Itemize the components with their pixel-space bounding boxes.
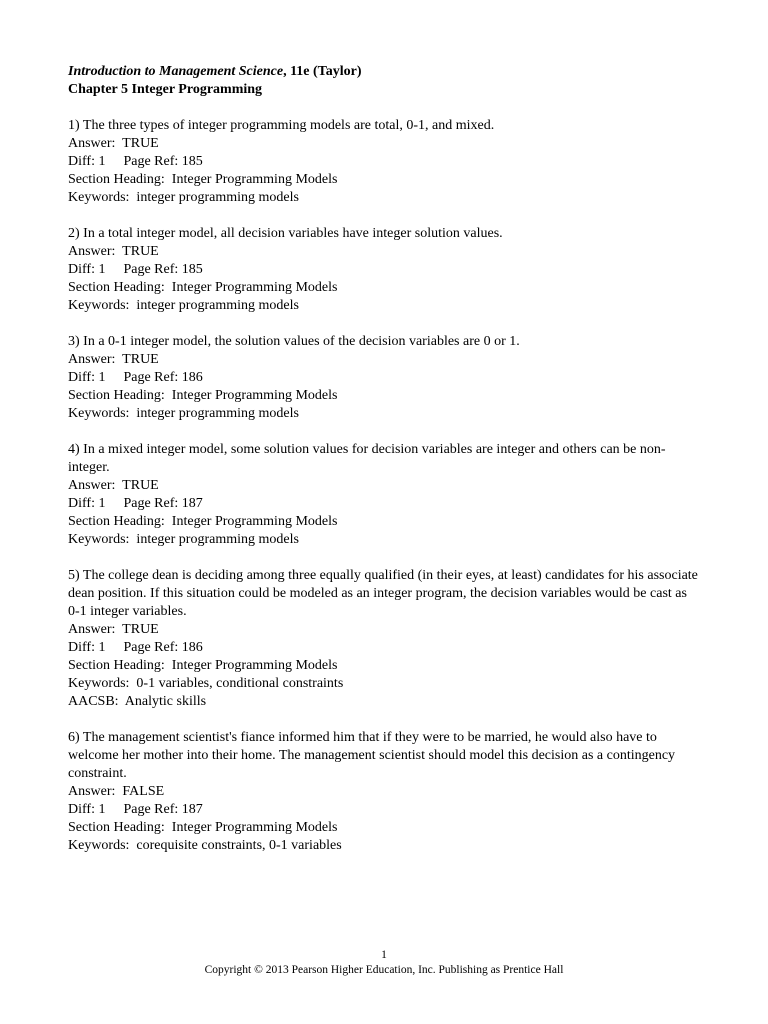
question-section: Section Heading: Integer Programming Models: [68, 172, 338, 187]
question-section: Section Heading: Integer Programming Models: [68, 388, 338, 403]
question-diff: Diff: 1: [68, 370, 106, 385]
question-meta: [68, 495, 708, 513]
question-section: Section Heading: Integer Programming Models: [68, 280, 338, 295]
book-title: Introduction to Management Science: [68, 64, 284, 79]
question-answer: Answer: TRUE: [68, 244, 159, 259]
question-stem: 6) The management scientist's fiance informed him that if they were to be married, he would also have to welcome her mother into their home. The management scientist should model this decision as a contingency constraint.: [68, 730, 679, 781]
question-diff: Diff: 1: [68, 802, 106, 817]
question-keywords: Keywords: integer programming models: [68, 190, 299, 205]
question-page-ref: Page Ref: 185: [123, 262, 203, 277]
chapter-title: Chapter 5 Integer Programming: [68, 82, 263, 97]
question-answer: Answer: TRUE: [68, 622, 159, 637]
question-page-ref: Page Ref: 187: [123, 496, 203, 511]
book-title-line: [68, 63, 708, 81]
question-item: [68, 333, 708, 423]
document-page: [68, 63, 708, 873]
question-item: [68, 567, 708, 711]
question-keywords: Keywords: integer programming models: [68, 406, 299, 421]
question-meta: [68, 801, 708, 819]
question-item: [68, 441, 708, 549]
page-number: 1: [381, 949, 387, 961]
question-meta: [68, 369, 708, 387]
question-stem: 5) The college dean is deciding among three equally qualified (in their eyes, at least) candidates for his associate dean position. If this situation could be modeled as an integer program, the decision variables would be cast as 0-1 integer variables.: [68, 568, 702, 619]
question-item: [68, 117, 708, 207]
question-stem: 1) The three types of integer programming models are total, 0-1, and mixed.: [68, 118, 495, 133]
question-page-ref: Page Ref: 187: [123, 802, 203, 817]
question-answer: Answer: FALSE: [68, 784, 165, 799]
question-keywords: Keywords: 0-1 variables, conditional constraints: [68, 676, 344, 691]
question-section: Section Heading: Integer Programming Models: [68, 820, 338, 835]
question-item: [68, 225, 708, 315]
question-section: Section Heading: Integer Programming Models: [68, 658, 338, 673]
question-diff: Diff: 1: [68, 640, 106, 655]
question-keywords: Keywords: corequisite constraints, 0-1 variables: [68, 838, 342, 853]
question-page-ref: Page Ref: 186: [123, 370, 203, 385]
book-edition: , 11e (Taylor): [283, 64, 362, 79]
question-page-ref: Page Ref: 186: [123, 640, 203, 655]
question-aacsb: AACSB: Analytic skills: [68, 694, 207, 709]
question-answer: Answer: TRUE: [68, 352, 159, 367]
question-answer: Answer: TRUE: [68, 478, 159, 493]
question-keywords: Keywords: integer programming models: [68, 298, 299, 313]
question-meta: [68, 639, 708, 657]
question-diff: Diff: 1: [68, 262, 106, 277]
document-header: [68, 63, 708, 99]
question-meta: [68, 153, 708, 171]
question-meta: [68, 261, 708, 279]
question-diff: Diff: 1: [68, 496, 106, 511]
question-section: Section Heading: Integer Programming Models: [68, 514, 338, 529]
question-stem: 4) In a mixed integer model, some solution values for decision variables are integer and others can be non-integer.: [68, 442, 666, 475]
question-list: [68, 117, 708, 855]
question-page-ref: Page Ref: 185: [123, 154, 203, 169]
question-keywords: Keywords: integer programming models: [68, 532, 299, 547]
question-stem: 3) In a 0-1 integer model, the solution values of the decision variables are 0 or 1.: [68, 334, 520, 349]
question-diff: Diff: 1: [68, 154, 106, 169]
question-answer: Answer: TRUE: [68, 136, 159, 151]
question-item: [68, 729, 708, 855]
copyright-notice: Copyright © 2013 Pearson Higher Education, Inc. Publishing as Prentice Hall: [204, 964, 564, 976]
page-footer: [0, 948, 768, 978]
question-stem: 2) In a total integer model, all decision variables have integer solution values.: [68, 226, 503, 241]
